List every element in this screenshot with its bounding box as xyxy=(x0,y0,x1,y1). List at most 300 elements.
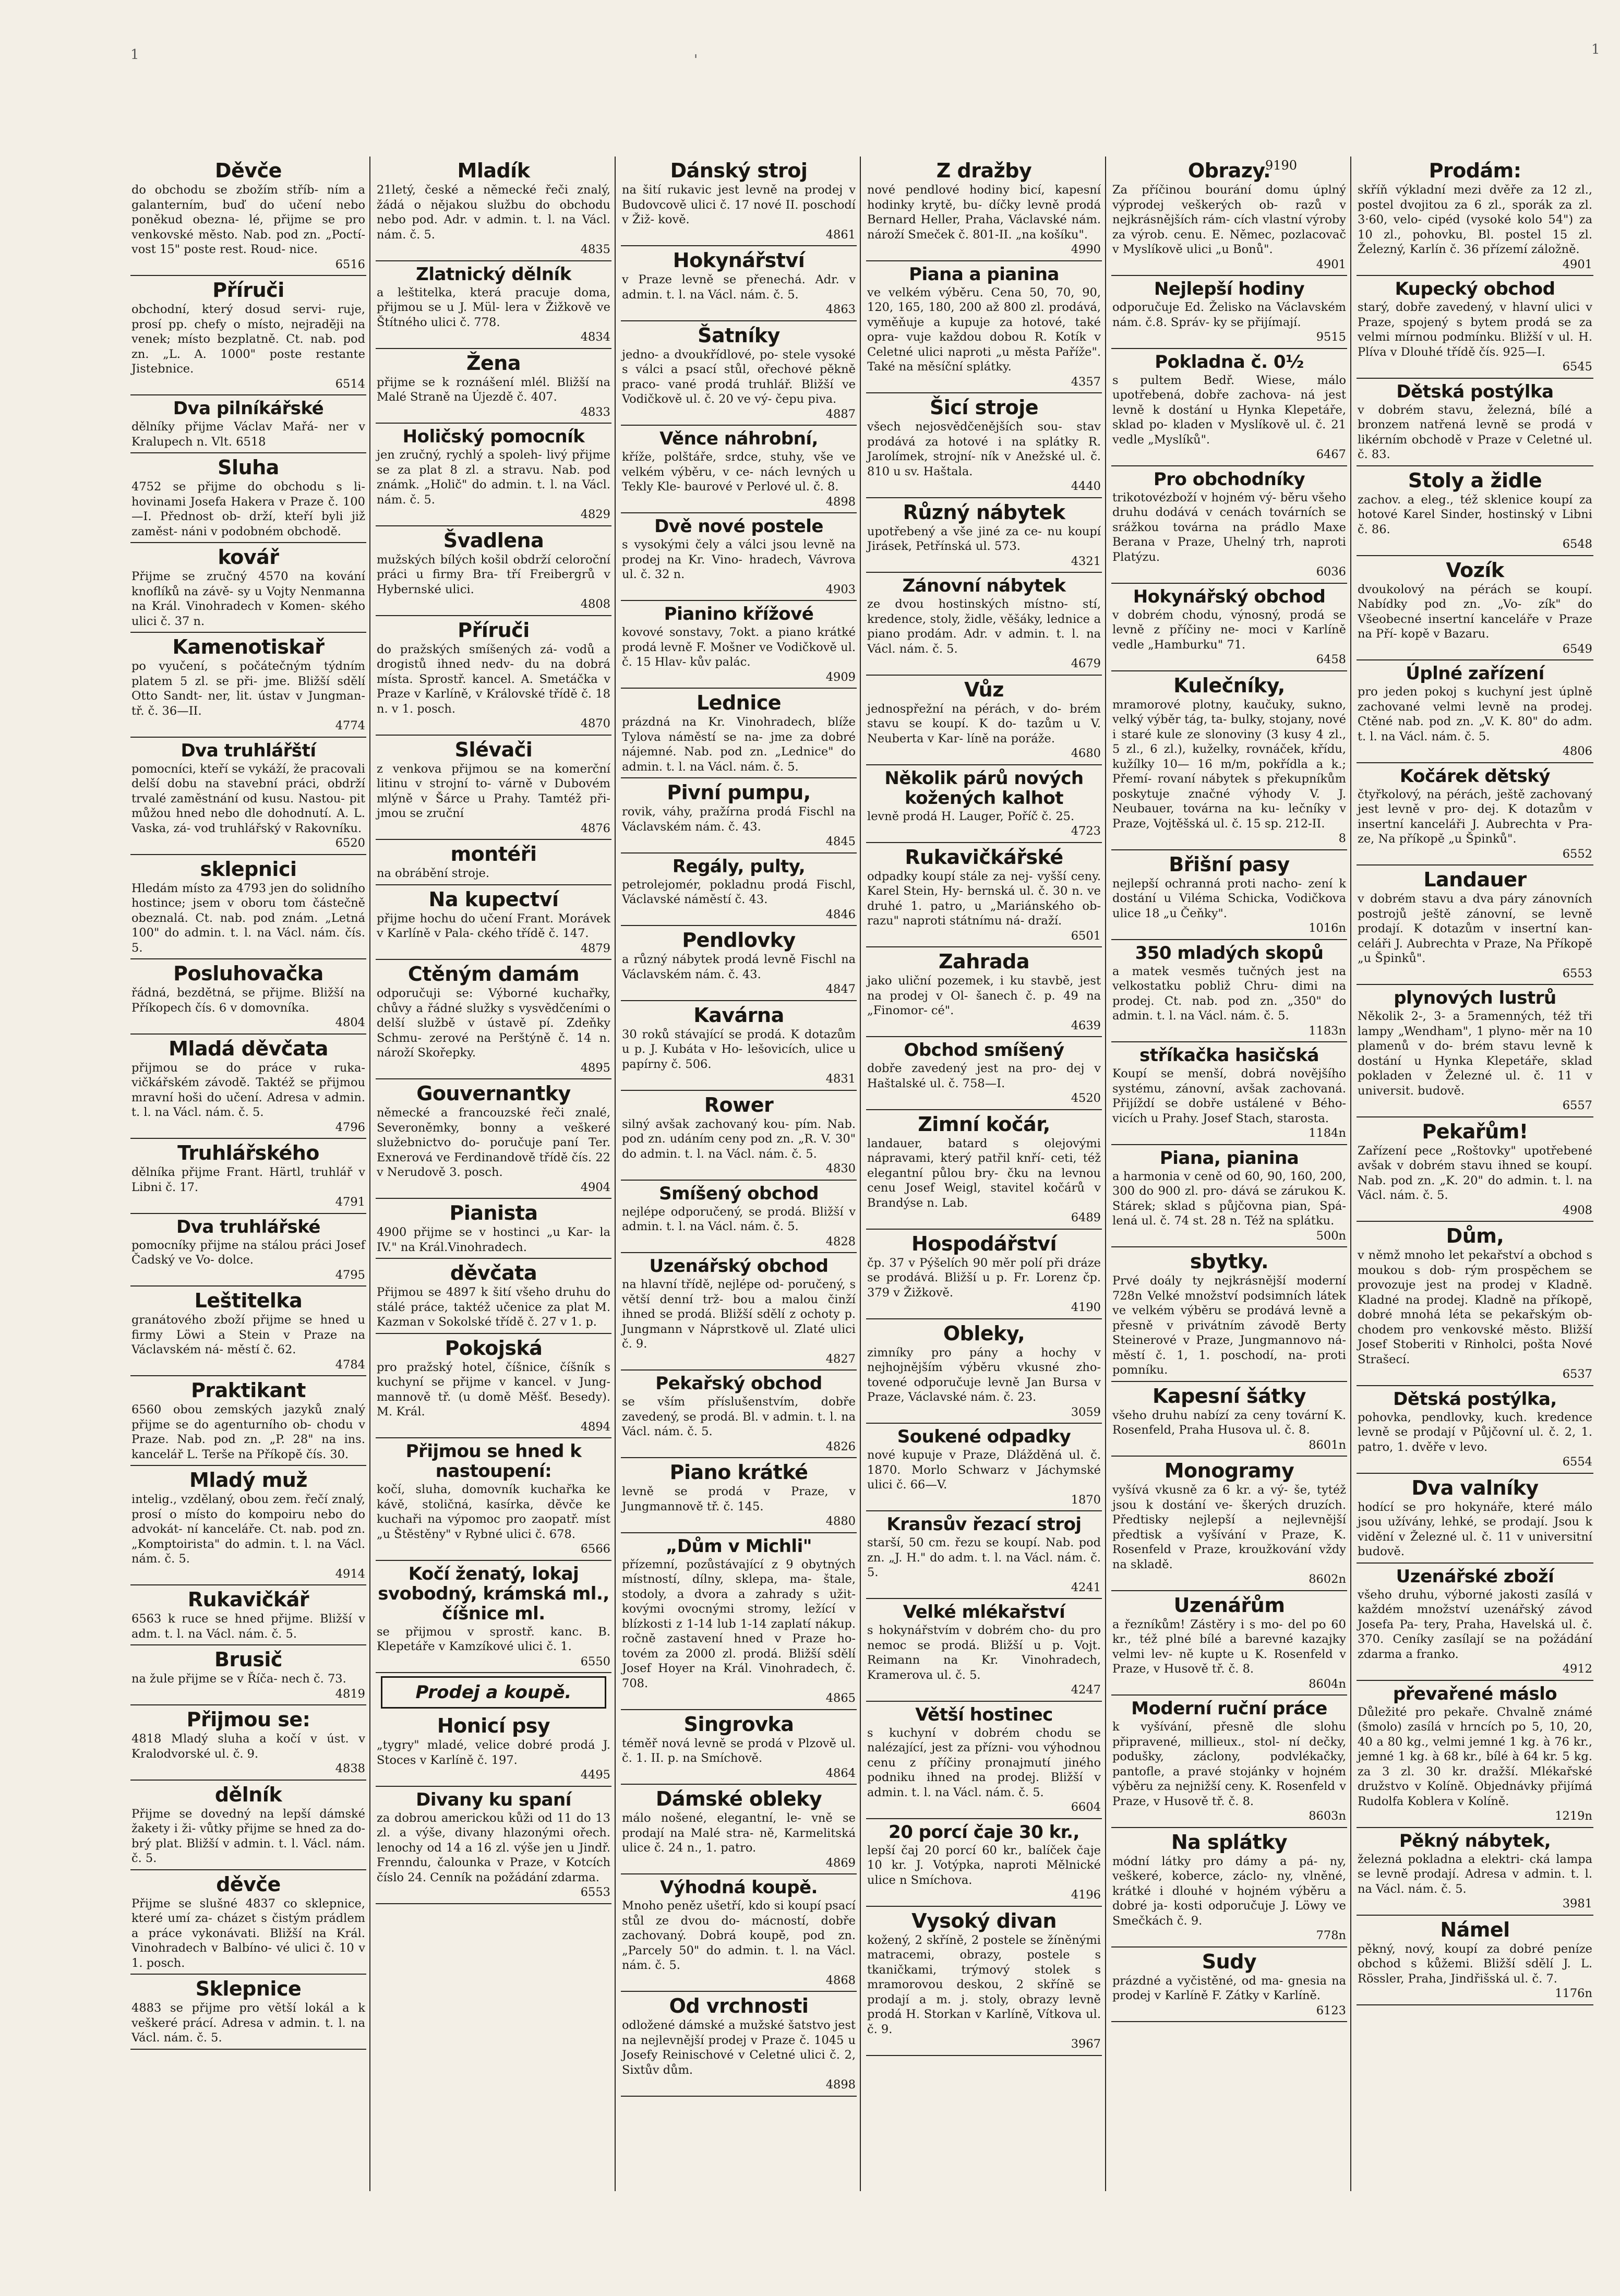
classified-ad xyxy=(1111,1591,1347,1696)
classified-ad xyxy=(1111,1457,1347,1591)
ad-heading: Kapesní šátky xyxy=(1153,1384,1306,1408)
ad-heading: Hokynářství xyxy=(673,249,805,272)
classified-ad xyxy=(1357,1386,1593,1474)
ad-body: pro jeden pokoj s kuchyní jest úplně zachované velmi levně na prodej. Ctěné nab. pod zn. „V. K. 80" do adm. t. l. na Václ. nám. č. 5. xyxy=(1358,685,1592,743)
ad-heading: Praktikant xyxy=(191,1379,306,1402)
ad-body: nové pendlové hodiny bicí, kapesní hodinky krytě, bu- díčky levně prodá Bernard Heller, Praha, Václavské nám. nároží Smeček č. 801-II. „na košíku". xyxy=(867,183,1101,242)
classified-ad xyxy=(376,1561,611,1674)
ad-heading: Pianista xyxy=(449,1201,538,1224)
ad-body: na hlavní třídě, nejlépe od- poručený, s větší denní trž- bou a malou činží ihned se prodá. Bližší sdělí z ochoty p. Jungmann v Náprstkově ul. Zlaté ulici č. 9. xyxy=(622,1278,856,1351)
classified-ad xyxy=(621,321,857,426)
ad-body: 21letý, české a německé řeči znalý, žádá o nějakou službu do obchodu nebo pod. Adr. v admin. t. l. na Václ. nám. č. 5. xyxy=(377,183,610,242)
ad-number: 6516 xyxy=(335,257,365,271)
ad-body: 6560 obou zemských jazyků znalý přijme se do agenturního ob- chodu v Praze. Nab. pod zn. „P. 28" na ins. kancelář L. Terše na Příkopě čís. 30. xyxy=(131,1403,365,1461)
classified-ad xyxy=(1357,157,1593,276)
ad-heading: Zahrada xyxy=(939,950,1029,973)
classified-ad xyxy=(130,453,366,543)
classified-ad xyxy=(376,885,611,960)
ad-body: přízemní, pozůstávající z 9 obytných místností, dílny, sklepa, ma- štale, stodoly, a dvora a zahrady s užit- kovými ovocnými stromy, ležící v blízkosti z 1-14 lub 1-14 zaplatí nákup. ročně zastavení hned v Praze ho- tovém za 2000 zl. prodá. Bližší sdělí Josef Hoyer na Král. Vinohradech, č. 708. xyxy=(622,1557,856,1690)
ad-body: intelig., vzdělaný, obou zem. řečí znalý, prosí o místo do kompoiru nebo do advokát- ní kanceláře. Ct. nab. pod zn. „Komptoirista" do admin. t. l. na Václ. nám. č. 5. xyxy=(131,1493,365,1566)
ad-heading: Příruči xyxy=(458,618,530,642)
classified-ad xyxy=(621,246,857,321)
ad-heading: Rukavičkář xyxy=(187,1588,309,1611)
ad-heading: Rower xyxy=(704,1093,774,1116)
classified-ad xyxy=(866,947,1102,1037)
ad-number: 6123 xyxy=(1316,2003,1346,2017)
ad-heading: Obchod smíšený xyxy=(904,1040,1064,1061)
ad-body: odporučuji se: Výborné kuchařky, chůvy a řádné služky s vysvědčeními o delší službě v ústavě pí. Zdeňky Schmu- zerové na Perštýně č. 14 n. nároží Skořepky. xyxy=(377,987,610,1060)
ad-heading: Moderní ruční práce xyxy=(1131,1698,1327,1719)
ad-heading: Landauer xyxy=(1423,868,1527,891)
ad-heading: Uzenářům xyxy=(1173,1593,1285,1617)
ad-heading: Velké mlékařství xyxy=(903,1602,1065,1622)
ad-body: pěkný, nový, koupí za dobré peníze obchod s kůžemi. Bližší sdělí J. L. Rössler, Praha, Jindřišská ul. č. 7. xyxy=(1358,1942,1592,1986)
ad-heading: Truhlářského xyxy=(177,1141,319,1164)
classified-ad xyxy=(130,1870,366,1975)
column-6 xyxy=(1357,157,1597,2191)
ad-number: 4784 xyxy=(335,1357,365,1372)
ad-heading: plynových lustrů xyxy=(1394,988,1556,1008)
ad-body: dělníky přijme Václav Mařá- ner v Kralupech n. Vlt. 6518 xyxy=(131,420,365,449)
ad-body: ze dvou hostinských místno- stí, kredence, stoly, židle, věšáky, lednice a piano prodám. Adr. v admin. t. l. na Václ. nám. č. 5. xyxy=(867,597,1101,656)
classified-ad xyxy=(866,498,1102,573)
ad-body: kočí, sluha, domovník kuchařka ke kávě, stoličná, kasírka, děvče ke kuchaři na výpomoc pro zaopatř. míst „u Štěstěny" v Rybné ulici č. 678. xyxy=(377,1483,610,1541)
ad-body: v dobrém stavu a dva páry zánovních postrojů ještě zánovní, se levně prodají. K dotazům v insertní kan- celáři J. Aubrechta v Praze, Na Příkopě „u Špinků". xyxy=(1358,892,1592,965)
ad-number: 4990 xyxy=(1071,243,1101,256)
ad-heading: Regály, pulty, xyxy=(672,856,806,877)
classified-ad xyxy=(1111,850,1347,940)
classified-ad xyxy=(376,736,611,840)
classified-ad xyxy=(621,1785,857,1874)
ad-number: 4520 xyxy=(1071,1091,1101,1105)
classified-ad xyxy=(621,778,857,854)
ad-heading: Větší hostinec xyxy=(915,1704,1053,1725)
ad-heading: Monogramy xyxy=(1164,1459,1294,1482)
ad-heading: dělník xyxy=(214,1783,282,1806)
ad-number: 6557 xyxy=(1562,1099,1592,1112)
ad-heading: Dámské obleky xyxy=(655,1787,822,1810)
ad-number: 4440 xyxy=(1071,479,1101,493)
ad-heading: Kupecký obchod xyxy=(1395,279,1555,299)
ad-heading: Žena xyxy=(466,351,521,375)
ad-body: Přijmou se 4897 k šití všeho druhu do stálé práce, taktéž učenice za plat M. Kazman v Sokolské třídě č. 27 v 1. p. xyxy=(377,1285,610,1329)
classified-ad xyxy=(376,1199,611,1259)
ad-body: „tygry" mladé, velice dobré prodá J. Stoces v Karlíně č. 197. xyxy=(377,1738,610,1767)
ad-body: 30 roků stávající se prodá. K dotazům u p. J. Kubáta v Ho- lešovicích, ulice u papírny č. 506. xyxy=(622,1027,856,1071)
classified-ad xyxy=(130,1975,366,2050)
ad-body: do obchodu se zbožím stříb- ním a galanterním, buď do učení nebo poněkud obezna- lé, přijme se pro venkovské město. Nab. pod zn. „Poctí- vost 15" poste rest. Roud- nice. xyxy=(131,183,365,256)
classified-ad xyxy=(621,1181,857,1254)
ad-body: mramorové plotny, kaučuky, sukno, velký výběr tág, ta- bulky, stojany, nové i staré kule ze slonoviny (3 kusy 4 zl., 5 zl., 6 zl.), kuželky, rovnáček, křídu, kužílky 10— 16 m/m, pokřídla a k.; Přemí- rovaní nábytek s překupníkům poskytuje značné výhody V. J. Neubauer, továrna na ku- lečníky v Praze, Vojtěšská ul. č. 15 sp. 212-II. xyxy=(1112,698,1346,831)
ad-body: všech nejosvědčenějších sou- stav prodává za hotové i na splátky R. Jarolímek, strojní- ník v Anežské ul. č. 810 u sv. Haštala. xyxy=(867,420,1101,478)
classified-ad xyxy=(376,157,611,261)
ad-body: zimníky pro pány a hochy v nejhojnějším výběru vkusné zho- tovené odporučuje levně Jan Bursa v Praze, Václavské nám. č. 23. xyxy=(867,1345,1101,1404)
ad-number: 4904 xyxy=(580,1180,610,1194)
ad-number: 4495 xyxy=(580,1768,610,1782)
ad-body: módní látky pro dámy a pá- ny, veškeré, koberce, záclo- ny, vlněné, krátké i dlouhé v hojném výběru a dobré ja- kosti odporučuje J. Löwy ve Smečkách č. 9. xyxy=(1112,1854,1346,1928)
ad-number: 4247 xyxy=(1071,1683,1101,1697)
classified-ad xyxy=(376,424,611,526)
ad-body: se přijmou v sprostř. kanc. B. Klepetáře v Kamzíkové ulici č. 1. xyxy=(377,1625,610,1653)
ad-body: dobře zavedený jest na pro- dej v Haštalské ul. č. 758—I. xyxy=(867,1062,1101,1090)
ad-heading: Pro obchodníky xyxy=(1153,468,1305,490)
classified-ad xyxy=(376,616,611,736)
ad-heading: Soukené odpadky xyxy=(897,1426,1071,1447)
ad-heading: Pekařům! xyxy=(1422,1120,1528,1143)
ad-number: 1016n xyxy=(1309,921,1346,935)
classified-ad xyxy=(376,1259,611,1334)
classified-page xyxy=(130,157,1602,2191)
ad-number: 6458 xyxy=(1316,653,1346,666)
ad-body: pomocníci, kteří se vykáží, že pracovali delší dobu na stavební práci, obdrží trvalé zaměstnání od kusu. Nastou- pit můžou hned nebo dle dohodnutí. A. L. Vaska, zá- vod truhlářský v Rakovníku. xyxy=(131,762,365,835)
classified-ad xyxy=(376,1438,611,1561)
ad-body: prázdná na Kr. Vinohradech, blíže Tylova náměstí se na- jme za dobré nájemné. Nab. pod zn. „Lednice" do admin. t. l. na Václ. nám. č. 5. xyxy=(622,715,856,774)
ad-number: 4845 xyxy=(825,835,856,848)
ad-heading: Vysoký divan xyxy=(911,1909,1057,1932)
ad-heading: kovář xyxy=(218,546,279,569)
ad-number: 4190 xyxy=(1071,1301,1101,1314)
classified-ad xyxy=(621,926,857,1001)
ad-number: 4887 xyxy=(825,407,856,421)
ad-heading: Holičský pomocník xyxy=(402,426,585,447)
classified-ad xyxy=(1357,763,1593,866)
classified-ad xyxy=(130,1035,366,1139)
classified-ad xyxy=(1111,584,1347,671)
corner-mark-mid: ' xyxy=(694,52,698,68)
ad-body: téměř nová levně se prodá v Plzově ul. č. 1. II. p. na Smíchově. xyxy=(622,1736,856,1765)
ad-number: 4357 xyxy=(1071,375,1101,389)
ad-number: 4806 xyxy=(1562,744,1592,758)
classified-ad xyxy=(866,765,1102,843)
ad-heading: Kamenotiskař xyxy=(172,635,325,658)
ad-body: nejlépe odporučený, se prodá. Bližší v admin. t. l. na Václ. nám. č. 5. xyxy=(622,1205,856,1233)
ad-body: se vším příslušenstvím, dobře zavedený, se prodá. Bl. v admin. t. l. na Václ. nám. č. 5. xyxy=(622,1395,856,1438)
ad-heading: Dvě nové postele xyxy=(654,516,823,537)
classified-ad xyxy=(130,157,366,276)
ad-heading: Sudy xyxy=(1202,1950,1257,1973)
ad-number: 6550 xyxy=(580,1654,610,1668)
ad-heading: Zimní kočár, xyxy=(918,1112,1050,1136)
ad-number: 4680 xyxy=(1071,747,1101,760)
classified-ad xyxy=(621,157,857,246)
ad-body: a harmonia v ceně od 60, 90, 160, 200, 300 do 900 zl. pro- dává se zárukou K. Stárek; sklad s půjčovna pian, Spá- lená ul. č. 74 st. 28 n. Též na splátku. xyxy=(1112,1169,1346,1228)
classified-ad xyxy=(1111,276,1347,349)
ad-number: 4847 xyxy=(825,982,856,996)
ad-heading: 20 porcí čaje 30 kr., xyxy=(889,1821,1079,1843)
ad-heading: Leštitelka xyxy=(194,1289,303,1312)
ad-heading: Honicí psy xyxy=(437,1714,550,1737)
ad-heading: Pianino křížové xyxy=(664,604,814,624)
ad-heading: Dva truhlářské xyxy=(176,1216,320,1237)
ad-number: 1219n xyxy=(1555,1809,1592,1823)
corner-mark-right: 1 xyxy=(1591,42,1600,57)
ad-number: 9515 xyxy=(1316,330,1346,344)
ad-body: kožený, 2 skříně, 2 postele se žíněnými matracemi, obrazy, postele s tkaničkami, trýmový stolek s mramorovou deskou, 2 skříně se prodají a m. j. stoly, obrazy levně prodá H. Storkan v Karlíně, Vítkova ul. č. 9. xyxy=(867,1933,1101,2036)
classified-ad xyxy=(376,1079,611,1199)
ad-number: 6514 xyxy=(335,377,365,391)
classified-ad xyxy=(1111,466,1347,584)
ad-number: 4861 xyxy=(825,227,856,242)
ad-number: 4894 xyxy=(580,1420,610,1434)
ad-heading: Pendlovky xyxy=(682,929,796,952)
classified-ad xyxy=(621,601,857,689)
ad-body: prázdné a vyčistěné, od ma- gnesia na prodej v Karlíně F. Zátky v Karlíně. xyxy=(1112,1974,1346,2002)
ad-body: petrolejomér, pokladnu prodá Fischl, Václavské náměstí č. 43. xyxy=(622,877,856,906)
ad-body: starší, 50 cm. řezu se koupí. Nab. pod zn. „J. H." do adm. t. l. na Václ. nám. č. 5. xyxy=(867,1536,1101,1579)
ad-body: Mnoho peněz ušetří, kdo si koupí psací stůl ze dvou do- mácností, dobře zachovaný. Dobrá koupě, pod zn. „Parcely 50" do admin. t. l. na Václ. nám. č. 5. xyxy=(622,1899,856,1972)
ad-heading: Z dražby xyxy=(936,159,1032,182)
ad-body: Koupí se menší, dobrá novějšího systému, zánovní, avšak zachovaná. Přijíždí se dobře ustálené v Bého- vicích u Prahy. Josef Stach, starosta. xyxy=(1112,1067,1346,1125)
ad-heading: Několik párů nových kožených kalhot xyxy=(884,767,1084,809)
ad-body: skříň výkladní mezi dvěře za 12 zl., postel dvojitou za 6 zl., sporák za zl. 3·60, velo- cipéd (vysoké kolo 54") za 10 zl., pohovku, Bl. postel 15 zl. Železný, Karlín č. 36 přízemí záložně. xyxy=(1358,183,1592,256)
ad-heading: Rukavičkářské xyxy=(905,845,1063,869)
ad-number: 8603n xyxy=(1309,1809,1346,1823)
classified-ad xyxy=(866,573,1102,676)
ad-body: odporučuje Ed. Želisko na Václavském nám. č.8. Správ- ky se přijímají. xyxy=(1112,300,1346,329)
ad-number: 4879 xyxy=(580,941,610,955)
ad-heading: Pěkný nábytek, xyxy=(1399,1830,1551,1852)
ad-heading: Pokladna č. 0½ xyxy=(1155,351,1304,372)
ad-heading: sklepnici xyxy=(200,857,297,881)
ad-body: v dobrém stavu, železná, bílé a bronzem natřená levně se prodá v likérním obchodě v Praze v Celetné ul. č. 83. xyxy=(1358,403,1592,461)
ad-number: 4679 xyxy=(1071,657,1101,670)
ad-heading: Uzenářský obchod xyxy=(649,1256,829,1277)
ad-number: 4870 xyxy=(580,717,610,730)
ad-heading: Gouvernantky xyxy=(416,1082,571,1105)
ad-number: 4819 xyxy=(335,1687,365,1701)
ad-heading: Pokojská xyxy=(445,1336,543,1360)
classified-ad xyxy=(376,840,611,885)
ad-heading: Kočí ženatý, lokaj svobodný, krámská ml., číšnice ml. xyxy=(378,1563,609,1624)
classified-ad xyxy=(621,1253,857,1371)
ad-heading: Smíšený obchod xyxy=(659,1183,819,1204)
classified-ad xyxy=(1357,379,1593,466)
ad-number: 4241 xyxy=(1071,1580,1101,1594)
ad-heading: Kavárna xyxy=(693,1003,784,1027)
ad-heading: montéři xyxy=(450,843,537,865)
ad-body: málo nošené, elegantní, le- vně se prodají na Malé stra- ně, Karmelitská ulice č. 24 n., 1. patro. xyxy=(622,1811,856,1855)
classified-ad xyxy=(621,689,857,778)
ad-heading: Pivní pumpu, xyxy=(667,781,811,804)
ad-heading: Singrovka xyxy=(683,1712,794,1736)
ad-heading: Výhodná koupě. xyxy=(660,1877,818,1898)
classified-ad xyxy=(376,1712,611,1787)
classified-ad xyxy=(1357,1222,1593,1386)
ad-heading: Dětská postýlka, xyxy=(1393,1388,1557,1410)
ad-heading: Piana, pianina xyxy=(1159,1147,1299,1169)
ad-heading: Švadlena xyxy=(443,528,544,552)
classified-ad xyxy=(866,1110,1102,1230)
ad-number: 4639 xyxy=(1071,1018,1101,1032)
ad-heading: Přijmou se: xyxy=(186,1708,310,1731)
ad-body: ve velkém výběru. Cena 50, 70, 90, 120, 165, 180, 200 až 800 zl. prodává, vyměňuje a kupuje za hotové, také opra- vuje každou dobou R. Kotík v Celetné ulici naproti „u města Paříže". Také na měsíční splátky. xyxy=(867,285,1101,374)
ad-heading: Vůz xyxy=(964,678,1004,701)
classified-ad xyxy=(1357,1117,1593,1222)
classified-ad xyxy=(376,1334,611,1439)
ad-heading: Šatníky xyxy=(698,323,780,347)
ad-body: pro pražský hotel, číšnice, číšník s kuchyní se přijme v kancel. v Jung- mannově tř. (u domě Měšť. Besedy). M. Král. xyxy=(377,1360,610,1419)
classified-ad xyxy=(130,1214,366,1287)
ad-number: 3967 xyxy=(1071,2037,1101,2051)
ad-number: 1183n xyxy=(1309,1024,1346,1038)
classified-ad xyxy=(130,1781,366,1870)
classified-ad xyxy=(621,1091,857,1181)
ad-heading: Stoly a židle xyxy=(1408,468,1542,492)
classified-ad xyxy=(1111,349,1347,466)
ad-body: jen zručný, rychlý a spoleh- livý přijme se za plat 8 zl. a stravu. Nab. pod známk. „Holič" do admin. t. l. na Václ. nám. č. 5. xyxy=(377,448,610,507)
classified-ad xyxy=(1357,466,1593,556)
classified-ad xyxy=(1357,1564,1593,1681)
ad-number: 4796 xyxy=(335,1120,365,1134)
classified-ad xyxy=(1111,671,1347,850)
ad-number: 4196 xyxy=(1071,1888,1101,1902)
ad-heading: Posluhovačka xyxy=(173,962,323,985)
ad-body: čtyřkolový, na pérách, ještě zachovaný jest levně v pro- dej. K dotazům v insertní kanceláři J. Aubrechta v Pra- ze, Na příkopě „u Špinků". xyxy=(1358,787,1592,846)
ad-heading: Uzenářské zboží xyxy=(1396,1566,1554,1587)
ad-body: Hledám místo za 4793 jen do solidního hostince; jsem v oboru tom částečně obeznalá. Ct. nab. pod znám. „Letná 100" do admin. t. l. na Václ. nám. čís. 5. xyxy=(131,881,365,955)
ad-body: pomocníky přijme na stálou práci Josef Čadský ve Vo- dolce. xyxy=(131,1238,365,1267)
ad-number: 1184n xyxy=(1309,1126,1346,1140)
ad-number: 4914 xyxy=(335,1567,365,1581)
ad-heading: Sluha xyxy=(218,456,279,479)
ad-body: železná pokladna a elektri- cká lampa se levně prodají. Adresa v admin. t. l. na Václ. nám. č. 5. xyxy=(1358,1852,1592,1896)
ad-number: 6036 xyxy=(1316,565,1346,579)
ad-body: 4900 přijme se v hostinci „u Kar- la IV." na Král.Vinohradech. xyxy=(377,1225,610,1254)
ad-number: 4865 xyxy=(825,1691,856,1705)
ad-number: 6501 xyxy=(1071,929,1101,943)
ad-body: vyšívá vkusně za 6 kr. a vý- še, tytéž jsou k dostání ve- škerých druzích. Předtisky nejlepší a nejlevnější předtisk a vyšívání v Praze, K. Rosenfeld v Praze, kroužkování vždy na skladě. xyxy=(1112,1483,1346,1571)
classified-ad xyxy=(1111,1828,1347,1948)
ad-number: 4830 xyxy=(825,1162,856,1175)
ad-body: 4818 Mladý sluha a kočí v úst. v Kralodvorské ul. č. 9. xyxy=(131,1732,365,1761)
ad-number: 4833 xyxy=(580,405,610,419)
ad-heading: Dva truhlářští xyxy=(181,740,316,761)
ad-heading: převařené máslo xyxy=(1393,1683,1557,1704)
ad-heading: Mladá děvčata xyxy=(169,1037,328,1060)
ad-number: 6467 xyxy=(1316,448,1346,461)
ad-number: 6489 xyxy=(1071,1211,1101,1224)
classified-ad xyxy=(866,393,1102,498)
ad-body: nové kupuje v Praze, Dlážděná ul. č. 1870. Morlo Schwarz v Jáchymské ulici č. 66—V. xyxy=(867,1448,1101,1492)
ad-number: 4880 xyxy=(825,1514,856,1528)
ad-number: 4791 xyxy=(335,1195,365,1209)
ad-body: v němž mnoho let pekařství a obchod s moukou s dob- rým prospěchem se provozuje jest na prodej v Kladně. Kladné na prodej. Kladně na příkopě, dobré mnohá léta se pekařským ob- chodem pro venkovské město. Bližší Josef Stoberiti v Rinholci, pošta Nové Strašecí. xyxy=(1358,1248,1592,1366)
ad-number: 3981 xyxy=(1562,1897,1592,1910)
ad-body: po vyučení, s počátečným týdním platem 5 zl. se při- jme. Bližší sdělí Otto Sandt- ner, lit. ústav v Jungman- tř. č. 36—II. xyxy=(131,659,365,718)
ad-heading: Piana a pianina xyxy=(909,263,1059,285)
ad-number: 8601n xyxy=(1309,1438,1346,1452)
column-2 xyxy=(376,157,616,2191)
ad-heading: Přijmou se hned k nastoupení: xyxy=(405,1441,582,1482)
classified-ad xyxy=(866,1819,1102,1907)
classified-ad xyxy=(1357,660,1593,763)
classified-ad xyxy=(1111,1247,1347,1382)
ad-number: 4827 xyxy=(825,1352,856,1366)
ad-body: kovové sonstavy, 7okt. a piano krátké prodá levně F. Mošner ve Vodičkově ul. č. 15 Hlav- kův palác. xyxy=(622,626,856,669)
ad-body: s pultem Bedř. Wiese, málo upotřebená, dobře zachova- ná jest levně k dostání u Hynka Klepetáře, sklad po- kladen v Myslíkově ul. č. 21 vedle „Myslíků". xyxy=(1112,373,1346,447)
classified-ad xyxy=(130,1376,366,1466)
ad-body: trikotovézboží v hojném vý- běru všeho druhu dodává v cenách továrních se srážkou továrna na prádlo Maxe Berana v Praze, Uhelný trh, naproti Platýzu. xyxy=(1112,490,1346,564)
ad-number: 4723 xyxy=(1071,824,1101,838)
ad-number: 4863 xyxy=(825,303,856,316)
ad-body: granátového zboží přijme se hned u firmy Löwi a Stein v Praze na Václavském ná- městí č. 62. xyxy=(131,1313,365,1356)
ad-heading: Brusič xyxy=(214,1648,282,1671)
ad-heading: Věnce náhrobní, xyxy=(659,428,818,449)
classified-ad xyxy=(866,1230,1102,1319)
ad-number: 8604n xyxy=(1309,1677,1346,1691)
ad-body: 4752 se přijme do obchodu s li- hovinami Josefa Hakera v Praze č. 100—I. Přednost ob- drží, kteří byli již zaměst- náni v podobném obchodě. xyxy=(131,480,365,538)
classified-ad xyxy=(130,959,366,1035)
ad-heading: Mladík xyxy=(457,159,530,182)
ad-heading: „Dům v Michli" xyxy=(666,1535,812,1557)
ad-heading: Dva valníky xyxy=(1411,1476,1539,1499)
ad-number: 6566 xyxy=(580,1542,610,1556)
ad-heading: Kulečníky, xyxy=(1173,674,1285,697)
ad-body: Důležité pro pekaře. Chvalně známé (šmolo) zasílá v hrncích po 5, 10, 20, 40 a 80 kg., velmi jemné 1 kg. à 76 kr., jemné 1 kg. à 68 kr., bílé à 64 kr. 5 kg. za 3 zl. 30 kr. dražší. Mlékařské družstvo v Kolíně. Objednávky přijímá Rudolfa Koblera v Kolíně. xyxy=(1358,1705,1592,1808)
ad-heading: Prodám: xyxy=(1429,159,1521,182)
ad-number: 4903 xyxy=(825,582,856,596)
ad-heading: děvče xyxy=(216,1872,281,1896)
ad-number: 4835 xyxy=(580,243,610,256)
ad-number: 6604 xyxy=(1071,1800,1101,1814)
ad-body: na šití rukavic jest levně na prodej v Budovcově ulici č. 17 nové II. poschodí v Žiž- kově. xyxy=(622,183,856,226)
column-5 xyxy=(1111,157,1351,2191)
ad-heading: Různý nábytek xyxy=(903,500,1065,524)
ad-number: 6553 xyxy=(1562,966,1592,980)
ad-number: 6537 xyxy=(1562,1367,1592,1381)
classified-ad xyxy=(130,1287,366,1376)
ad-body: na obrábění stroje. xyxy=(377,867,490,880)
ad-number: 8602n xyxy=(1309,1572,1346,1586)
ad-body: na žule přijme se v Říča- nech č. 73. xyxy=(131,1672,346,1686)
classified-ad xyxy=(130,395,366,453)
ad-number: 4869 xyxy=(825,1856,856,1870)
ad-number: 3059 xyxy=(1071,1405,1101,1419)
ad-body: 4883 se přijme pro větší lokál a k veškeré prácí. Adresa v admin. t. l. na Václ. nám. č. 5. xyxy=(131,2001,365,2045)
classified-ad xyxy=(621,1533,857,1710)
classified-ad xyxy=(866,1599,1102,1702)
ad-number: 4846 xyxy=(825,907,856,921)
classified-ad xyxy=(1357,985,1593,1117)
ad-body: silný avšak zachovaný kou- pím. Nab. pod zn. udáním ceny pod zn. „R. V. 30" do admin. t. l. na Václ. nám. č. 5. xyxy=(622,1117,856,1161)
ad-number: 6545 xyxy=(1562,360,1592,374)
classified-ad xyxy=(1111,940,1347,1043)
classified-ad xyxy=(866,157,1102,261)
ad-number: 4898 xyxy=(825,495,856,509)
ad-heading: Dětská postýlka xyxy=(1396,381,1554,402)
ad-heading: Zlatnický dělník xyxy=(416,263,571,285)
classified-ad xyxy=(866,1511,1102,1599)
ad-number: 6520 xyxy=(335,836,365,850)
classified-ad xyxy=(1357,1474,1593,1564)
ad-body: s vysokými čely a válci jsou levně na prodej na Kr. Vino- hradech, Vávrova ul. č. 32 n. xyxy=(622,538,856,581)
classified-ad xyxy=(130,1466,366,1585)
ad-body: přijme se k roznášení mlél. Bližší na Malé Straně na Újezdě č. 407. xyxy=(377,375,610,404)
ad-heading: Břišní pasy xyxy=(1169,852,1290,876)
ad-number: 1176n xyxy=(1555,1987,1592,2000)
ad-heading: stříkačka hasičská xyxy=(1139,1045,1319,1066)
ad-body: levně prodá H. Lauger, Poříč č. 25. xyxy=(867,809,1075,823)
classified-ad xyxy=(866,1907,1102,2056)
column-1 xyxy=(130,157,370,2191)
ad-heading: Dům, xyxy=(1446,1224,1504,1247)
ad-body: do pražských smíšených zá- vodů a drogistů ihned nedv- du na dobrá místa. Sprostř. kancel. A. Smetáčka v Praze v Karlíně, v Královské třídě č. 18 n. v 1. posch. xyxy=(377,642,610,716)
ad-body: v dobrém chodu, výnosný, prodá se levně z příčiny ne- moci v Karlíně vedle „Hamburku" 71. xyxy=(1112,608,1346,652)
ad-heading: Příruči xyxy=(212,279,284,302)
ad-heading: Námel xyxy=(1440,1918,1510,1941)
ad-heading: Mladý muž xyxy=(189,1469,307,1492)
ad-body: Zařízení pece „Roštovky" upotřebené avšak v dobrém stavu ihned se koupí. Nab. pod zn. „K. 20" do admin. t. l. na Václ. nám. č. 5. xyxy=(1358,1144,1592,1202)
